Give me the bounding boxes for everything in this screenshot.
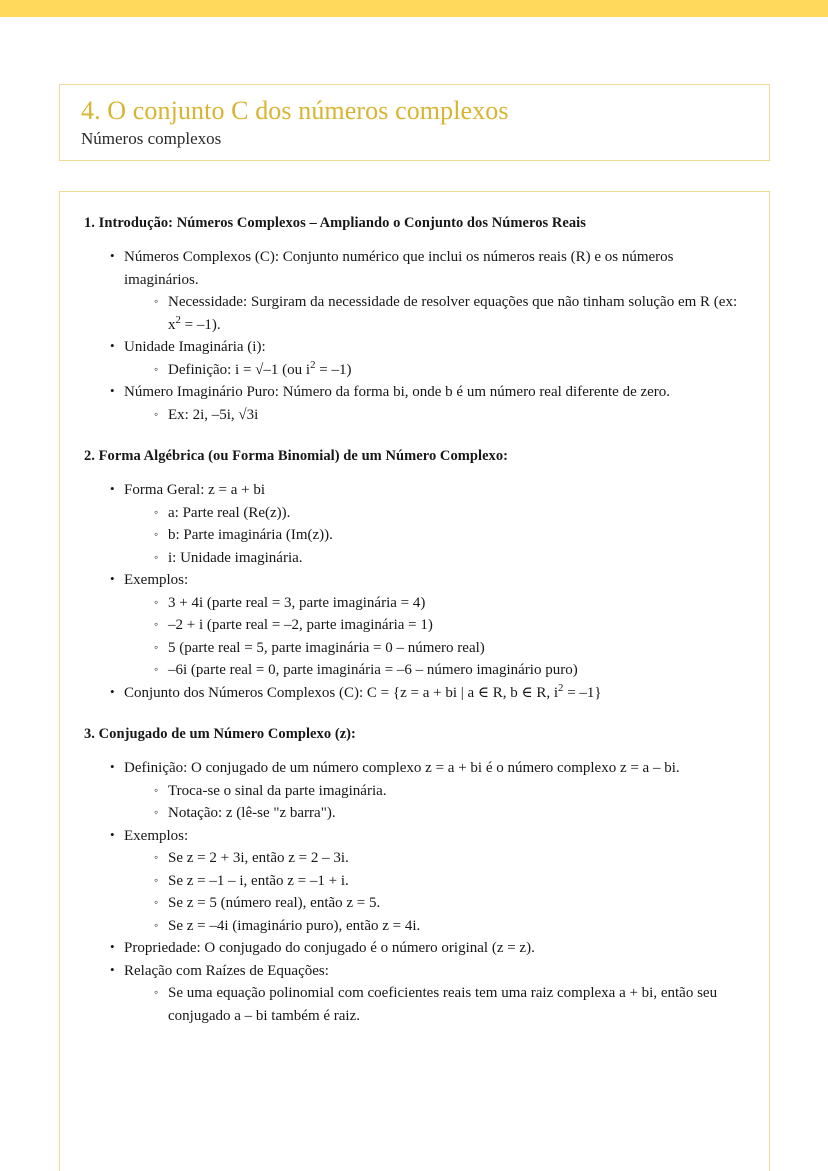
list-item xyxy=(154,802,745,825)
bullet-list-level-2 xyxy=(124,780,745,825)
list-item-text: ◦ Definição: i = √–1 (ou $i^2 = -1$) xyxy=(168,358,352,378)
list-item-text: ◦ 5 (parte real = 5, parte imaginária = 0 – número real) xyxy=(168,639,485,656)
list-item-text: ◦ –6i (parte real = 0, parte imaginária = –6 – número imaginário puro) xyxy=(168,662,578,678)
title-card xyxy=(59,84,770,161)
bullet-list-level-2 xyxy=(124,291,745,336)
list-item xyxy=(110,479,745,569)
page-subtitle: Números complexos xyxy=(81,129,222,148)
list-item-text: ◦ Ex: 2i, –5i, √3i xyxy=(168,406,259,423)
section xyxy=(84,725,745,1027)
list-item-text: • Propriedade: O conjugado do conjugado é o número original (z = z). xyxy=(124,940,535,956)
list-item-text: • Relação com Raízes de Equações: xyxy=(124,962,329,979)
list-item-text: ◦ Notação: z (lê-se "z barra"). xyxy=(168,805,336,821)
section xyxy=(84,214,745,426)
list-item-text: • Forma Geral: z = a + bi xyxy=(124,482,266,498)
list-item-text: ◦ Se z = 2 + 3i, então z = 2 – 3i. xyxy=(168,850,349,866)
list-item xyxy=(110,960,745,1028)
list-item xyxy=(110,569,745,682)
content-card xyxy=(59,191,770,1171)
list-item-text: • Exemplos: xyxy=(124,827,189,844)
list-item xyxy=(110,825,745,938)
list-item xyxy=(154,502,745,525)
section-heading: 3. Conjugado de um Número Complexo (z): xyxy=(84,726,356,742)
list-item xyxy=(110,336,745,381)
list-item-text: • Exemplos: xyxy=(124,572,189,588)
list-item xyxy=(154,592,745,615)
bullet-list-level-2 xyxy=(124,982,745,1027)
list-item xyxy=(110,937,745,960)
list-item-text: ◦ a: Parte real (Re(z)). xyxy=(168,504,291,521)
list-item xyxy=(154,780,745,803)
bullet-list-level-2 xyxy=(124,592,745,682)
bullet-list-level-1 xyxy=(84,246,745,426)
list-item xyxy=(154,359,745,382)
bullet-list-level-1 xyxy=(84,757,745,1027)
list-item-text: ◦ Troca-se o sinal da parte imaginária. xyxy=(168,782,387,799)
list-item xyxy=(154,892,745,915)
list-item xyxy=(154,547,745,570)
list-item-text: ◦ b: Parte imaginária (Im(z)). xyxy=(168,527,333,543)
list-item xyxy=(154,524,745,547)
list-item xyxy=(154,637,745,660)
list-item xyxy=(154,614,745,637)
list-item-text: ◦ i: Unidade imaginária. xyxy=(168,549,303,566)
list-item xyxy=(154,847,745,870)
list-item xyxy=(154,870,745,893)
list-item-text: • Unidade Imaginária (i): xyxy=(124,339,266,355)
list-item-text: ◦ 3 + 4i (parte real = 3, parte imaginária = 4) xyxy=(168,594,426,611)
list-item xyxy=(154,915,745,938)
bullet-list-level-1 xyxy=(84,479,745,704)
list-item-text: • Números Complexos (C): Conjunto numérico que inclui os números reais (R) e os números imaginários. xyxy=(124,249,674,288)
page-title: 4. O conjunto C dos números complexos xyxy=(81,96,509,125)
bullet-list-level-2 xyxy=(124,502,745,570)
list-item-text: ◦ Necessidade: Surgiram da necessidade de resolver equações que não tinham solução em R (ex: $x^2 = -1$). xyxy=(168,294,738,333)
list-item-text: • Definição: O conjugado de um número complexo z = a + bi é o número complexo z = a – bi. xyxy=(124,760,680,776)
top-accent-bar xyxy=(0,0,828,17)
list-item xyxy=(110,682,745,705)
sections-container xyxy=(84,214,745,1027)
list-item-text: • Número Imaginário Puro: Número da forma bi, onde b é um número real diferente de zero. xyxy=(124,384,671,400)
list-item-text: ◦ Se uma equação polinomial com coeficientes reais tem uma raiz complexa a + bi, então seu conjugado a – bi também é raiz. xyxy=(168,985,718,1024)
list-item-text: ◦ –2 + i (parte real = –2, parte imaginária = 1) xyxy=(168,617,433,633)
list-item xyxy=(110,381,745,426)
section xyxy=(84,447,745,704)
list-item xyxy=(154,982,745,1027)
list-item-text: ◦ Se z = –1 – i, então z = –1 + i. xyxy=(168,872,349,889)
bullet-list-level-2 xyxy=(124,847,745,937)
list-item xyxy=(154,404,745,427)
list-item-text: ◦ Se z = –4i (imaginário puro), então z = 4i. xyxy=(168,917,421,934)
bullet-list-level-2 xyxy=(124,404,745,427)
bullet-list-level-2 xyxy=(124,359,745,382)
list-item xyxy=(110,757,745,825)
section-heading: 1. Introdução: Números Complexos – Ampliando o Conjunto dos Números Reais xyxy=(84,215,586,231)
section-heading: 2. Forma Algébrica (ou Forma Binomial) de um Número Complexo: xyxy=(84,448,509,464)
list-item-text: ◦ Se z = 5 (número real), então z = 5. xyxy=(168,895,381,911)
list-item xyxy=(110,246,745,336)
list-item-text: • Conjunto dos Números Complexos (C): C = {z = a + bi | a ∈ R, b ∈ R, $i^2 = -1$} xyxy=(124,681,602,701)
list-item xyxy=(154,659,745,682)
list-item xyxy=(154,291,745,336)
